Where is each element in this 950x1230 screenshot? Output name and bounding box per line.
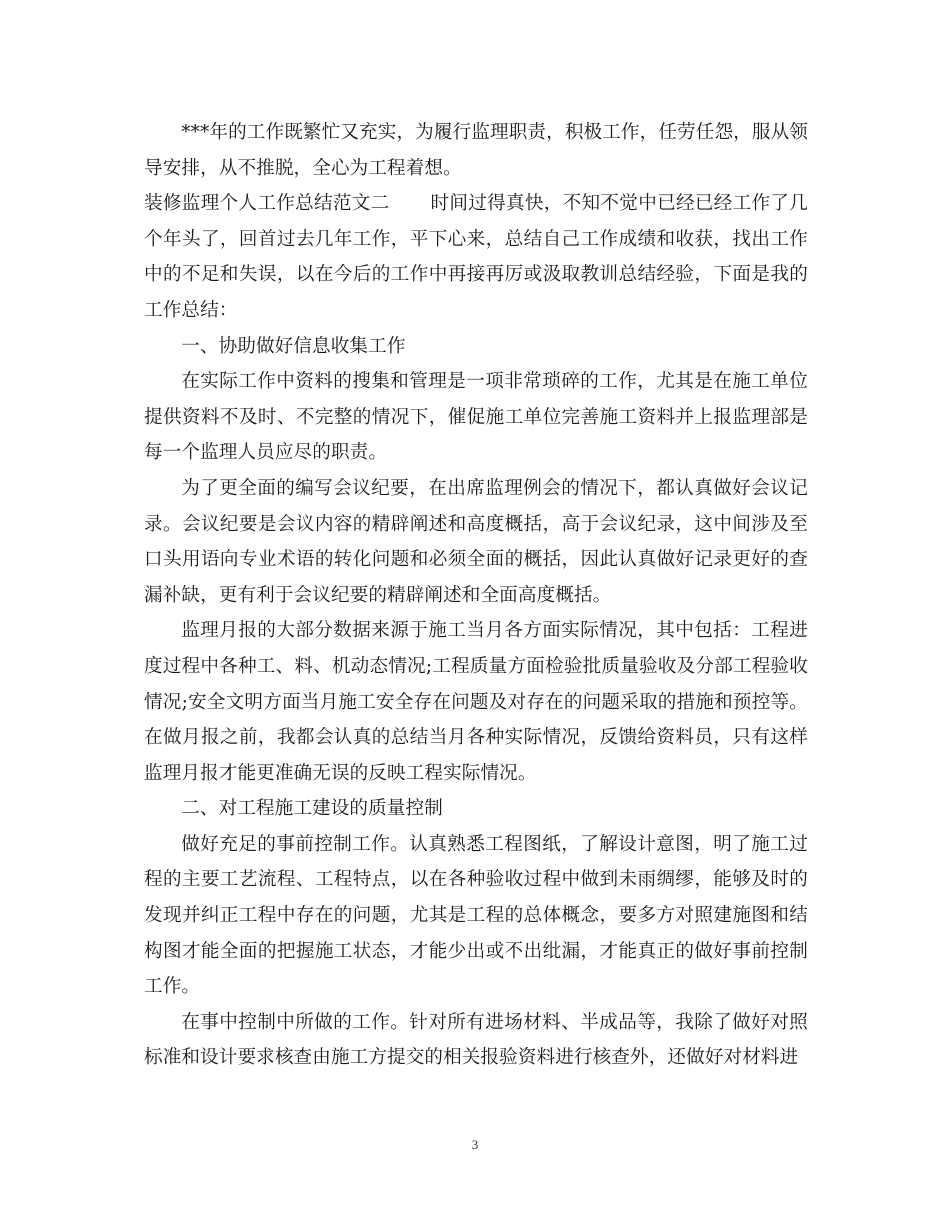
paragraph-meeting-minutes: 为了更全面的编写会议纪要，在出席监理例会的情况下，都认真做好会议记录。会议纪要是会议内容的精辟阐述和高度概括，高于会议纪录，这中间涉及至口头用语向专业术语的转化问题和必须全面的概括，因此认真做好记录更好的查漏补缺，更有利于会议纪要的精辟阐述和全面高度概括。 (144, 477, 808, 606)
document-body (144, 115, 808, 1076)
paragraph-data-management: 在实际工作中资料的搜集和管理是一项非常琐碎的工作，尤其是在施工单位提供资料不及时、不完整的情况下，催促施工单位完善施工资料并上报监理部是每一个监理人员应尽的职责。 (144, 371, 808, 464)
paragraph-pre-control: 做好充足的事前控制工作。认真熟悉工程图纸，了解设计意图，明了施工过程的主要工艺流程、工程特点，以在各种验收过程中做到未雨绸缪，能够及时的发现并纠正工程中存在的问题，尤其是工程的总体概念，要多方对照建施图和结构图才能全面的把握施工状态，才能少出或不出纰漏，才能真正的做好事前控制工作。 (144, 833, 808, 998)
subheading-info-collection: 一、协助做好信息收集工作 (181, 335, 406, 357)
section-intro: 时间过得真快，不知不觉中已经已经工作了几个年头了，回首过去几年工作，平下心来，总结自己工作成绩和收获，找出工作中的不足和失误，以在今后的工作中再接再厉或汲取教训总结经验，下面是我的工作总结： (144, 193, 808, 321)
section-heading-paragraph (144, 186, 808, 328)
page-number: 3 (471, 1137, 479, 1152)
subheading-quality-control: 二、对工程施工建设的质量控制 (181, 798, 443, 820)
section-title: 装修监理个人工作总结范文二 (144, 193, 390, 215)
paragraph-monthly-report: 监理月报的大部分数据来源于施工当月各方面实际情况，其中包括：工程进度过程中各种工、料、机动态情况;工程质量方面检验批质量验收及分部工程验收情况;安全文明方面当月施工安全存在问题及对存在的问题采取的措施和预控等。在做月报之前，我都会认真的总结当月各种实际情况，反馈给资料员，只有这样监理月报才能更准确无误的反映工程实际情况。 (144, 620, 808, 784)
paragraph-closing-summary: ***年的工作既繁忙又充实，为履行监理职责，积极工作，任劳任怨，服从领导安排，从不推脱，全心为工程着想。 (144, 122, 808, 179)
paragraph-in-process-control: 在事中控制中所做的工作。针对所有进场材料、半成品等，我除了做好对照标准和设计要求核查由施工方提交的相关报验资料进行核查外，还做好对材料进 (144, 1011, 808, 1069)
